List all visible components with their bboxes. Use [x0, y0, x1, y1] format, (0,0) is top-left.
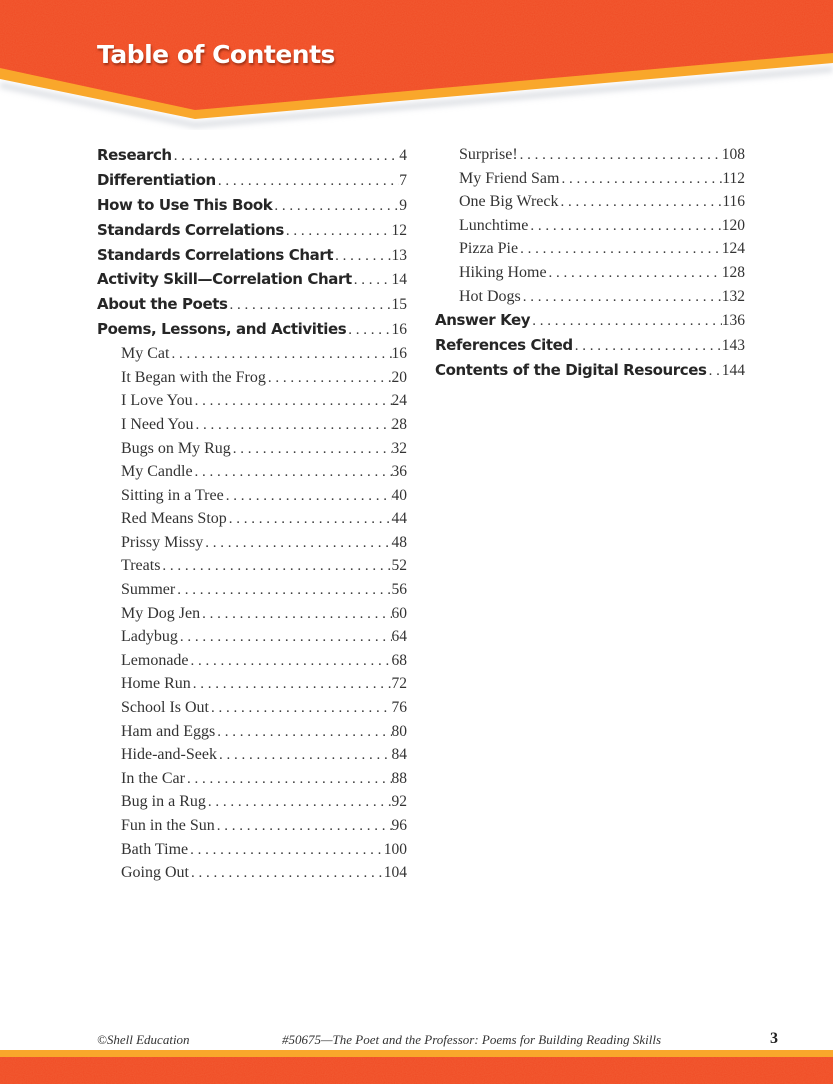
toc-entry-label: Answer Key — [435, 311, 531, 330]
toc-entry-label: Bath Time — [121, 840, 189, 858]
toc-entry-label: One Big Wreck — [459, 193, 559, 211]
toc-entry-label: Ladybug — [121, 628, 178, 646]
toc-entry-page: 136 — [721, 312, 745, 330]
dot-leader — [195, 393, 392, 410]
dot-leader — [193, 676, 392, 693]
toc-subentry[interactable] — [97, 510, 407, 534]
dot-leader — [575, 338, 722, 355]
toc-entry-page: 80 — [391, 722, 407, 740]
toc-entry-page: 100 — [383, 840, 407, 858]
footer-banner — [0, 1050, 833, 1084]
toc-entry-label: How to Use This Book — [97, 195, 273, 214]
toc-entry-label: Differentiation — [97, 170, 216, 189]
toc-subentry[interactable] — [97, 487, 407, 511]
toc-subentry[interactable] — [97, 817, 407, 841]
toc-subentry[interactable] — [97, 628, 407, 652]
dot-leader — [217, 818, 392, 835]
page-title: Table of Contents — [97, 40, 335, 69]
toc-entry-label: My Cat — [121, 345, 170, 363]
toc-entry-label: Ham and Eggs — [121, 722, 216, 740]
toc-entry-page: 44 — [391, 510, 407, 528]
toc-entry-page: 108 — [721, 146, 745, 163]
footer-book-title: #50675—The Poet and the Professor: Poems for Building Reading Skills — [282, 1032, 662, 1047]
toc-entry-page: 84 — [391, 746, 407, 764]
toc-subentry[interactable] — [97, 605, 407, 629]
toc-entry-label: Hot Dogs — [459, 287, 521, 305]
toc-entry-label: Surprise! — [459, 146, 518, 163]
dot-leader — [162, 558, 391, 575]
dot-leader — [229, 511, 392, 528]
toc-entry-page: 72 — [391, 675, 407, 693]
toc-left-column — [97, 146, 407, 888]
toc-right-column — [435, 146, 745, 386]
toc-entry-page: 7 — [399, 171, 407, 189]
toc-entry-page: 56 — [391, 581, 407, 599]
toc-entry[interactable] — [97, 246, 407, 271]
dot-leader — [195, 417, 391, 434]
dot-leader — [268, 370, 392, 387]
toc-entry-label: Going Out — [121, 864, 189, 882]
dot-leader — [187, 771, 392, 788]
toc-entry-page: 132 — [721, 287, 745, 305]
footer-publisher: ©Shell Education — [97, 1032, 190, 1047]
dot-leader — [217, 724, 391, 741]
dot-leader — [218, 173, 399, 190]
toc-entry-label: Research — [97, 146, 172, 164]
toc-entry[interactable] — [97, 270, 407, 295]
toc-subentry[interactable] — [97, 581, 407, 605]
toc-entry-page: 76 — [391, 699, 407, 717]
toc-entry-page: 112 — [722, 169, 745, 187]
dot-leader — [335, 248, 391, 265]
toc-entry-page: 88 — [391, 769, 407, 787]
toc-entry-label: Home Run — [121, 675, 191, 693]
toc-subentry[interactable] — [97, 723, 407, 747]
toc-entry-label: I Need You — [121, 415, 194, 433]
dot-leader — [286, 223, 392, 240]
dot-leader — [532, 313, 722, 330]
toc-entry[interactable] — [97, 221, 407, 246]
toc-entry-label: Poems, Lessons, and Activities — [97, 320, 347, 339]
toc-subentry[interactable] — [435, 288, 745, 312]
toc-entry[interactable] — [97, 320, 407, 345]
toc-entry-label: My Dog Jen — [121, 604, 201, 622]
toc-subentry[interactable] — [97, 864, 407, 888]
toc-entry-page: 48 — [391, 533, 407, 551]
toc-subentry[interactable] — [435, 264, 745, 288]
toc-entry-label: Lemonade — [121, 651, 189, 669]
toc-entry[interactable] — [97, 295, 407, 320]
dot-leader — [174, 148, 400, 165]
dot-leader — [274, 198, 399, 215]
toc-entry-label: Lunchtime — [459, 216, 529, 234]
toc-entry-page: 13 — [391, 246, 407, 264]
toc-entry-page: 28 — [391, 415, 407, 433]
dot-leader — [208, 794, 392, 811]
toc-entry-label: School Is Out — [121, 699, 209, 717]
toc-entry[interactable] — [97, 146, 407, 171]
toc-entry-label: I Love You — [121, 392, 193, 410]
toc-entry-page: 16 — [391, 345, 407, 363]
toc-entry-page: 120 — [721, 216, 745, 234]
toc-subentry[interactable] — [97, 416, 407, 440]
toc-entry-label: In the Car — [121, 769, 185, 787]
toc-entry-page: 14 — [391, 271, 407, 289]
toc-subentry[interactable] — [97, 392, 407, 416]
dot-leader — [171, 346, 391, 363]
toc-subentry[interactable] — [97, 534, 407, 558]
dot-leader — [560, 194, 722, 211]
toc-subentry[interactable] — [435, 217, 745, 241]
toc-entry-label: It Began with the Frog — [121, 368, 266, 386]
toc-entry-label: Hiking Home — [459, 263, 547, 281]
toc-entry-page: 128 — [721, 263, 745, 281]
toc-entry-page: 9 — [399, 196, 407, 214]
toc-subentry[interactable] — [97, 440, 407, 464]
toc-entry-page: 104 — [383, 864, 407, 882]
toc-entry-page: 40 — [391, 486, 407, 504]
dot-leader — [177, 582, 391, 599]
toc-entry-label: Fun in the Sun — [121, 817, 215, 834]
toc-subentry[interactable] — [97, 841, 407, 865]
dot-leader — [205, 535, 391, 552]
toc-entry-label: Activity Skill—Correlation Chart — [97, 270, 352, 289]
toc-entry[interactable] — [435, 311, 745, 336]
dot-leader — [219, 747, 392, 764]
toc-entry-page: 60 — [391, 604, 407, 622]
toc-entry-page: 12 — [391, 221, 407, 239]
toc-subentry[interactable] — [97, 652, 407, 676]
toc-entry-page: 68 — [391, 651, 407, 669]
dot-leader — [520, 241, 722, 258]
dot-leader — [190, 842, 384, 859]
toc-entry-page: 143 — [721, 337, 745, 355]
toc-entry[interactable] — [97, 196, 407, 221]
toc-entry-label: My Candle — [121, 463, 193, 481]
toc-entry-label: Bug in a Rug — [121, 793, 206, 811]
toc-entry-page: 24 — [391, 392, 407, 410]
toc-entry-label: My Friend Sam — [459, 169, 560, 187]
toc-entry-label: Contents of the Digital Resources — [435, 360, 707, 379]
toc-entry-label: Standards Correlations — [97, 220, 284, 239]
toc-entry-page: 16 — [391, 321, 407, 339]
toc-entry-label: Pizza Pie — [459, 240, 519, 258]
toc-subentry[interactable] — [435, 170, 745, 194]
dot-leader — [523, 289, 722, 306]
toc-subentry[interactable] — [435, 193, 745, 217]
toc-subentry[interactable] — [435, 240, 745, 264]
toc-entry-label: Summer — [121, 581, 176, 599]
dot-leader — [226, 488, 392, 505]
toc-entry-page: 20 — [391, 368, 407, 386]
toc-entry-page: 124 — [721, 240, 745, 258]
toc-subentry[interactable] — [97, 793, 407, 817]
toc-entry-page: 64 — [391, 628, 407, 646]
toc-subentry[interactable] — [97, 699, 407, 723]
toc-entry-label: Hide-and-Seek — [121, 746, 217, 764]
dot-leader — [211, 700, 392, 717]
dot-leader — [191, 653, 392, 670]
toc-entry-label: Sitting in a Tree — [121, 486, 224, 504]
toc-subentry[interactable] — [97, 345, 407, 369]
toc-entry-page: 15 — [391, 296, 407, 314]
toc-entry[interactable] — [97, 171, 407, 196]
dot-leader — [348, 322, 391, 339]
toc-subentry[interactable] — [97, 770, 407, 794]
toc-entry-label: Bugs on My Rug — [121, 439, 231, 457]
dot-leader — [520, 147, 722, 164]
page-number: 3 — [770, 1030, 778, 1047]
toc-subentry[interactable] — [97, 675, 407, 699]
dot-leader — [230, 297, 392, 314]
toc-subentry[interactable] — [97, 463, 407, 487]
toc-entry-label: References Cited — [435, 336, 573, 355]
dot-leader — [191, 865, 384, 882]
toc-subentry[interactable] — [435, 146, 745, 170]
toc-subentry[interactable] — [97, 557, 407, 581]
toc-entry-label: Red Means Stop — [121, 510, 227, 528]
toc-entry-label: Treats — [121, 557, 161, 575]
dot-leader — [180, 629, 392, 646]
toc-entry-label: About the Poets — [97, 295, 228, 314]
toc-entry[interactable] — [435, 361, 745, 386]
dot-leader — [354, 272, 392, 289]
toc-entry[interactable] — [435, 336, 745, 361]
dot-leader — [549, 265, 722, 282]
dot-leader — [202, 606, 391, 623]
toc-entry-page: 96 — [391, 817, 407, 834]
toc-entry-page: 92 — [391, 793, 407, 811]
toc-subentry[interactable] — [97, 746, 407, 770]
toc-entry-page: 116 — [722, 193, 745, 211]
toc-entry-page: 144 — [721, 361, 745, 379]
dot-leader — [233, 441, 392, 458]
toc-subentry[interactable] — [97, 369, 407, 393]
dot-leader — [195, 464, 392, 481]
dot-leader — [561, 171, 722, 188]
dot-leader — [530, 218, 721, 235]
toc-entry-label: Prissy Missy — [121, 533, 204, 551]
toc-entry-page: 32 — [391, 439, 407, 457]
toc-entry-page: 36 — [391, 463, 407, 481]
dot-leader — [709, 363, 722, 380]
toc-entry-page: 52 — [391, 557, 407, 575]
toc-entry-label: Standards Correlations Chart — [97, 245, 334, 264]
toc-entry-page: 4 — [399, 147, 407, 164]
